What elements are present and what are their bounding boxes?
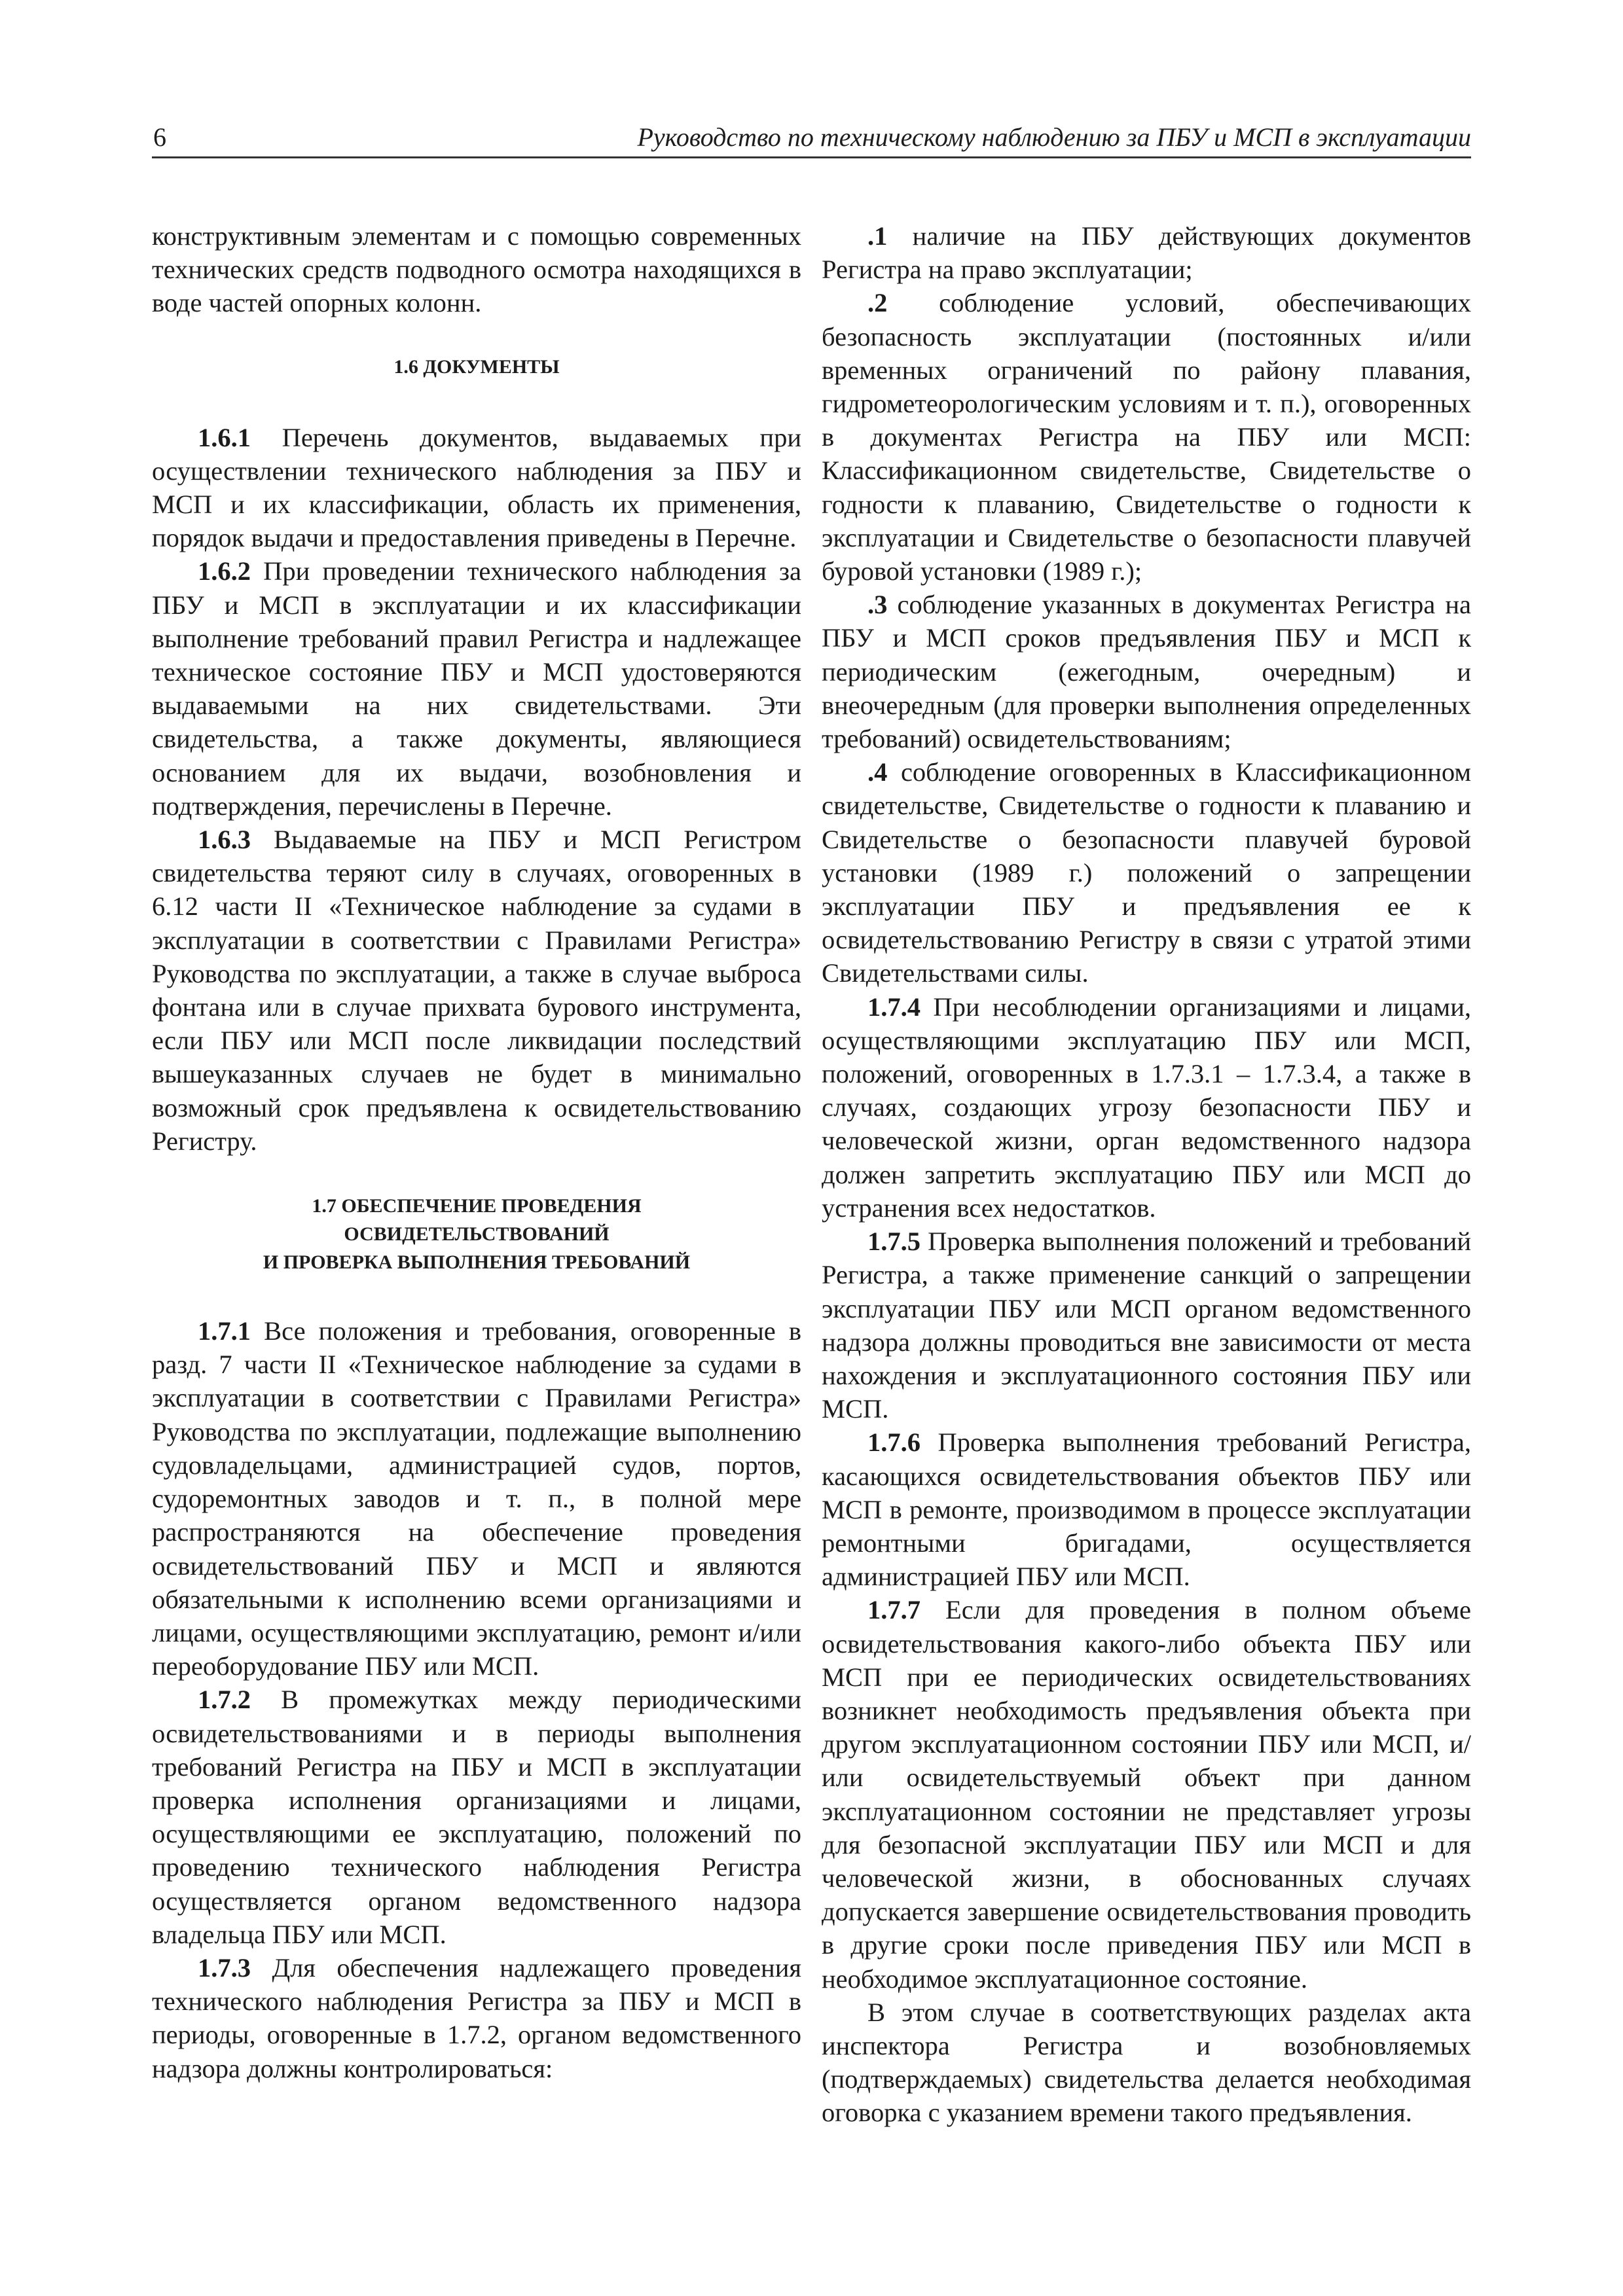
list-item-2	[822, 286, 1471, 588]
clause-number: .3	[867, 590, 888, 620]
clause-number: 1.7.4	[867, 992, 921, 1022]
clause-text: наличие на ПБУ действующих документов Регистра на право эксплуатации;	[822, 221, 1471, 285]
clause-number: 1.7.7	[867, 1595, 921, 1625]
list-item-4	[822, 755, 1471, 990]
page-header	[152, 121, 1471, 158]
heading-line: ОСВИДЕТЕЛЬСТВОВАНИЙ	[344, 1223, 610, 1246]
running-title: Руководство по техническому наблюдению за ПБУ и МСП в эксплуатации	[637, 122, 1471, 152]
closing-paragraph	[822, 1996, 1471, 2130]
clause-number: 1.7.5	[867, 1227, 921, 1257]
clause-number: 1.7.2	[198, 1685, 251, 1715]
clause-text: соблюдение оговоренных в Классификационном свидетельстве, Свидетельстве о годности к плаванию и Свидетельстве о безопасности плавучей буровой установки (1989 г.) положений о запрещении эксплуатации ПБУ и предъявления ее к освидетельствованию Регистру в связи с утратой этими Свидетельствами силы.	[822, 757, 1471, 988]
continuation-paragraph: конструктивным элементам и с помощью современных технических средств подводного осмотра находящихся в воде частей опорных колонн.	[152, 221, 801, 318]
paragraph-1-6-2	[152, 554, 801, 823]
clause-number: 1.6.2	[198, 556, 251, 586]
paragraph-1-7-3	[152, 1951, 801, 2085]
paragraph-1-7-6	[822, 1426, 1471, 1593]
clause-number: 1.7.6	[867, 1427, 921, 1458]
clause-text: При проведении технического наблюдения за ПБУ и МСП в эксплуатации и их классификации выполнение требований правил Регистра и надлежащее техническое состояние ПБУ и МСП удостоверяются выдаваемыми на них свидетельствами. Эти свидетельства, а также документы, являющиеся основанием для их выдачи, возобновления и подтверждения, перечислены в Перечне.	[152, 556, 801, 821]
list-item-1	[822, 219, 1471, 286]
clause-text: Проверка выполнения требований Регистра, касающихся освидетельствования объектов ПБУ или МСП в ремонте, производимом в процессе эксплуатации ремонтными бригадами, осуществляется администрацией ПБУ или МСП.	[822, 1427, 1471, 1592]
clause-number: .2	[867, 288, 888, 318]
heading-line: 1.7 ОБЕСПЕЧЕНИЕ ПРОВЕДЕНИЯ	[312, 1195, 642, 1217]
clause-number: 1.6.1	[198, 422, 251, 452]
clause-number: 1.6.3	[198, 825, 251, 855]
clause-text: соблюдение указанных в документах Регистра на ПБУ и МСП сроков предъявления ПБУ и МСП к периодическим (ежегодным, очередным) и внеочередным (для проверки выполнения определенных требований) освидетельствованиям;	[822, 590, 1471, 754]
clause-number: .1	[867, 221, 888, 251]
right-column	[822, 219, 1471, 2130]
clause-text: Для обеспечения надлежащего проведения технического наблюдения Регистра за ПБУ и МСП в периоды, оговоренные в 1.7.2, органом ведомственного надзора должны контролироваться:	[152, 1952, 801, 2083]
section-1-7-heading	[152, 1192, 801, 1276]
clause-text: При несоблюдении организациями и лицами, осуществляющими эксплуатацию ПБУ или МСП, положений, оговоренных в 1.7.3.1 – 1.7.3.4, а также в случаях, создающих угрозу безопасности ПБУ и человеческой жизни, орган ведомственного надзора должен запретить эксплуатацию ПБУ или МСП до устранения всех недостатков.	[822, 992, 1471, 1223]
clause-text: Перечень документов, выдаваемых при осуществлении технического наблюдения за ПБУ и МСП и их классификации, область их применения, порядок выдачи и предоставления приведены в Перечне.	[152, 422, 801, 553]
page-number: 6	[153, 122, 166, 152]
clause-text: В промежутках между периодическими освидетельствованиями и в периоды выполнения требований Регистра на ПБУ и МСП в эксплуатации проверка исполнения организациями и лицами, осуществляющими ее эксплуатацию, положений по проведению технического наблюдения Регистра осуществляется органом ведомственного надзора владельца ПБУ или МСП.	[152, 1685, 801, 1949]
clause-number: 1.7.1	[198, 1316, 251, 1346]
section-1-6-heading: 1.6 ДОКУМЕНТЫ	[393, 355, 560, 378]
clause-text: Все положения и требования, оговоренные в разд. 7 части II «Техническое наблюдение за судами в эксплуатации в соответствии с Правилами Регистра» Руководства по эксплуатации, подлежащие выполнению судовладельцами, администрацией судов, портов, судоремонтных заводов и т. п., в полной мере распространяются на обеспечение проведения освидетельствований ПБУ и МСП и являются обязательными к исполнению всеми организациями и лицами, осуществляющими эксплуатацию, ремонт и/или переоборудование ПБУ или МСП.	[152, 1316, 801, 1681]
clause-text: Выдаваемые на ПБУ и МСП Регистром свидетельства теряют силу в случаях, оговоренных в 6.12 части II «Техническое наблюдение за судами в эксплуатации в соответствии с Правилами Регистра» Руководства по эксплуатации, а также в случае выброса фонтана или в случае прихвата бурового инструмента, если ПБУ или МСП после ликвидации последствий вышеуказанных случаев не будет в минимально возможный срок предъявлена к освидетельствованию Регистру.	[152, 825, 801, 1156]
paragraph-1-7-4	[822, 990, 1471, 1225]
clause-text: В этом случае в соответствующих разделах акта инспектора Регистра и возобновляемых (подтверждаемых) свидетельства делается необходимая оговорка с указанием времени такого предъявления.	[822, 1997, 1471, 2128]
paragraph-1-7-5	[822, 1225, 1471, 1426]
clause-text: Проверка выполнения положений и требований Регистра, а также применение санкций о запрещении эксплуатации ПБУ или МСП органом ведомственного надзора должны проводиться вне зависимости от места нахождения и эксплуатационного состояния ПБУ или МСП.	[822, 1227, 1471, 1424]
heading-line: И ПРОВЕРКА ВЫПОЛНЕНИЯ ТРЕБОВАНИЙ	[263, 1251, 691, 1274]
list-item-3	[822, 588, 1471, 755]
left-column	[152, 219, 801, 2085]
clause-number: .4	[867, 757, 888, 787]
paragraph-1-6-1	[152, 421, 801, 555]
clause-number: 1.7.3	[198, 1952, 251, 1982]
clause-text: соблюдение условий, обеспечивающих безопасность эксплуатации (постоянных и/или временных ограничений по району плавания, гидрометеорологическим условиям и т. п.), оговоренных в документах Регистра на ПБУ или МСП: Классификационном свидетельстве, Свидетельстве о годности к плаванию, Свидетельстве о годности к эксплуатации и Свидетельстве о безопасности плавучей буровой установки (1989 г.);	[822, 288, 1471, 586]
paragraph-1-7-7	[822, 1593, 1471, 1995]
paragraph-1-6-3	[152, 823, 801, 1158]
clause-text: Если для проведения в полном объеме освидетельствования какого-либо объекта ПБУ или МСП при ее периодических освидетельствованиях возникнет необходимость предъявления объекта при другом эксплуатационном состоянии ПБУ или МСП, и/или освидетельствуемый объект при данном эксплуатационном состоянии не представляет угрозы для безопасной эксплуатации ПБУ или МСП и для человеческой жизни, в обоснованных случаях допускается завершение освидетельствования проводить в другие сроки после приведения ПБУ или МСП в необходимое эксплуатационное состояние.	[822, 1595, 1471, 1994]
paragraph-1-7-2	[152, 1683, 801, 1951]
paragraph-1-7-1	[152, 1314, 801, 1683]
